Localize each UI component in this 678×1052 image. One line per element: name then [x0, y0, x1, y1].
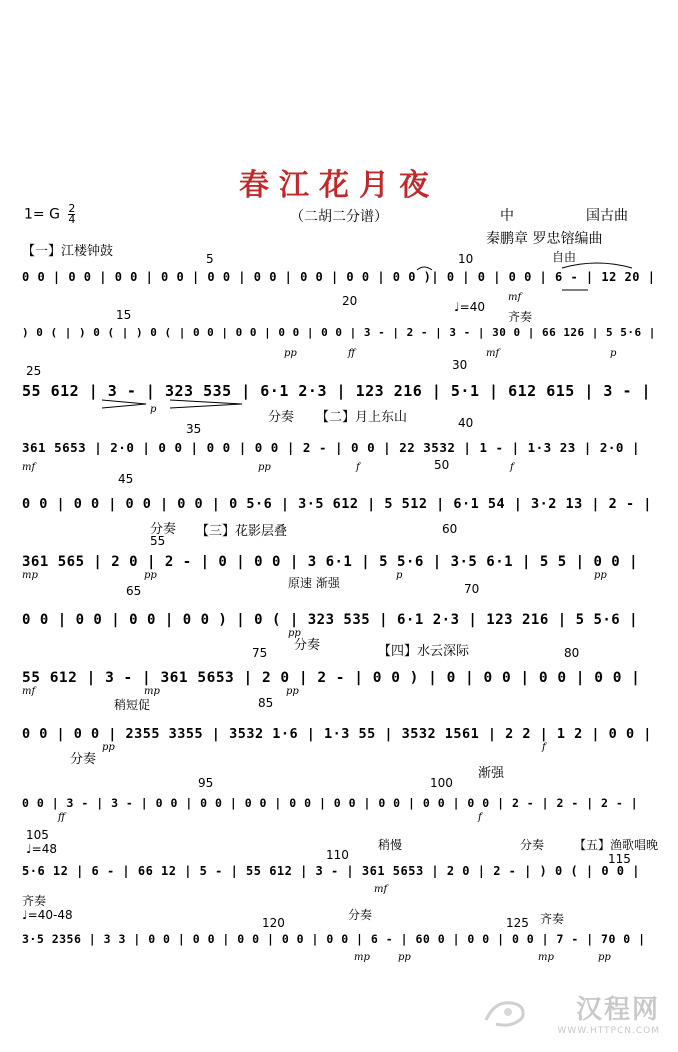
dynamic-mark: mp [22, 570, 38, 581]
watermark [557, 989, 660, 1036]
dynamic-mark: pp [102, 742, 115, 753]
page-subtitle: （二胡二分谱） [290, 209, 388, 225]
measure-number: 25 [26, 364, 42, 378]
annotation-fenzou-2: 分奏 [150, 522, 177, 537]
dynamic-mark: mp [538, 952, 554, 963]
score-line: 361 565 | 2 0 | 2 - | 0 | 0 0 | 3 6·1 | 5 5·6 | 3·5 6·1 | 5 5 | 0 0 | [22, 554, 639, 570]
score-line: 0 0 | 0 0 | 0 0 | 0 0 | 0 0 | 0 0 | 0 0 | 0 0 | 0 0 )| 0 | 0 | 0 0 | 6 - | 12 20 | [22, 270, 656, 284]
measure-number: 110 [326, 848, 349, 862]
score-line: 55 612 | 3 - | 323 535 | 6·1 2·3 | 123 216 | 5·1 | 612 615 | 3 - | [22, 382, 652, 400]
dynamic-mark: pp [594, 570, 607, 581]
dynamic-mark: pp [398, 952, 411, 963]
dynamic-mark: mf [508, 292, 522, 303]
dynamic-mark: p [396, 570, 403, 581]
dynamic-mark: p [150, 404, 157, 415]
watermark-logo-icon [482, 994, 528, 1030]
measure-number: 55 [150, 534, 166, 548]
score-row-9 [22, 696, 658, 772]
dynamic-mark: f [356, 462, 360, 473]
dynamic-mark: ff [348, 348, 356, 359]
measure-number: 95 [198, 776, 214, 790]
annotation-qizou-3: 齐奏 [540, 912, 565, 926]
annotation-qizou-1: 齐奏 [508, 310, 533, 324]
annotation-shaoman: 稍慢 [378, 838, 403, 852]
measure-number: 45 [118, 472, 134, 486]
score-line: 0 0 | 3 - | 3 - | 0 0 | 0 0 | 0 0 | 0 0 | 0 0 | 0 0 | 0 0 | 0 0 | 2 - | 2 - | 2 - | [22, 796, 639, 810]
measure-number: 75 [252, 646, 268, 660]
slur-marks [22, 256, 658, 316]
section-3-label: 【三】花影层叠 [196, 524, 288, 539]
dynamic-mark: pp [258, 462, 271, 473]
section-4-label: 【四】水云深际 [378, 644, 470, 659]
dynamic-mark: f [510, 462, 514, 473]
dynamic-mark: mf [22, 686, 36, 697]
measure-number: 100 [430, 776, 453, 790]
dynamic-mark: pp [144, 570, 157, 581]
measure-number: 105 [26, 828, 49, 842]
measure-number: 35 [186, 422, 202, 436]
composer-origin-a: 中 [500, 208, 514, 224]
measure-number: 120 [262, 916, 285, 930]
measure-number: 30 [452, 358, 468, 372]
dynamic-mark: pp [598, 952, 611, 963]
composer-origin-b: 国古曲 [586, 208, 628, 224]
measure-number: 20 [342, 294, 358, 308]
watermark-url: WWW.HTTPCN.COM [557, 1026, 660, 1036]
section-1-label: 【一】江楼钟鼓 [22, 244, 114, 259]
watermark-text: 汉程网 [575, 995, 660, 1025]
annotation-ziyou: 自由 [552, 250, 577, 264]
annotation-jianqiang: 渐强 [478, 766, 505, 781]
key-label: 1= G [24, 206, 60, 223]
score-line: 3·5 2356 | 3 3 | 0 0 | 0 0 | 0 0 | 0 0 | 0 0 | 6 - | 60 0 | 0 0 | 0 0 | 7 - | 70 0 | [22, 932, 646, 946]
dynamic-mark: mp [354, 952, 370, 963]
measure-number: 85 [258, 696, 274, 710]
annotation-fenzou-5: 分奏 [520, 838, 545, 852]
measure-number: 15 [116, 308, 132, 322]
time-top: 2 [68, 202, 76, 215]
score-row-11 [22, 828, 659, 900]
measure-number: 10 [458, 252, 474, 266]
score-line: 55 612 | 3 - | 361 5653 | 2 0 | 2 - | 0 0 ) | 0 | 0 0 | 0 0 | 0 0 | [22, 670, 641, 686]
dynamic-mark: pp [284, 348, 297, 359]
dynamic-mark: f [478, 812, 482, 823]
score-row-2 [22, 294, 658, 372]
dynamic-mark: ff [58, 812, 66, 823]
section-2-label: 【二】月上东山 [316, 410, 408, 425]
measure-number: 125 [506, 916, 529, 930]
measure-number: 5 [206, 252, 214, 266]
score-line: 0 0 | 0 0 | 0 0 | 0 0 | 0 5·6 | 3·5 612 | 5 512 | 6·1 54 | 3·2 13 | 2 - | [22, 496, 652, 512]
score-row-12 [22, 894, 658, 963]
arrangers: 秦鹏章 罗忠镕编曲 [486, 231, 603, 247]
annotation-tempo4048: ♩=40-48 [22, 908, 73, 922]
score-line: 0 0 | 0 0 | 0 0 | 0 0 ) | 0 ( | 323 535 | 6·1 2·3 | 123 216 | 5 5·6 | [22, 612, 639, 628]
key-signature [24, 204, 75, 225]
dynamic-mark: mf [374, 884, 388, 895]
annotation-fenzou-4: 分奏 [70, 752, 97, 767]
annotation-fenzou-1: 分奏 [268, 410, 295, 425]
dynamic-mark: f [542, 742, 546, 753]
measure-number: 40 [458, 416, 474, 430]
dynamic-mark: p [610, 348, 617, 359]
time-bottom: 4 [68, 213, 76, 226]
section-5-label: 【五】渔歌唱晚 [574, 838, 659, 852]
annotation-fenzou-3: 分奏 [294, 638, 321, 653]
score-row-10 [22, 776, 658, 842]
annotation-shaoduancu: 稍短促 [114, 698, 151, 712]
measure-number: 80 [564, 646, 580, 660]
annotation-fenzou-6: 分奏 [348, 908, 373, 922]
measure-number: 70 [464, 582, 480, 596]
score-line: 361 5653 | 2·0 | 0 0 | 0 0 | 0 0 | 2 - | 0 0 | 22 3532 | 1 - | 1·3 23 | 2·0 | [22, 440, 640, 455]
measure-number: 60 [442, 522, 458, 536]
score-line: 0 0 | 0 0 | 2355 3355 | 3532 1·6 | 1·3 55 | 3532 1561 | 2 2 | 1 2 | 0 0 | [22, 726, 652, 742]
measure-number: 65 [126, 584, 142, 598]
annotation-qizou-2: 齐奏 [22, 894, 47, 908]
annotation-yuansu: 原速 渐强 [288, 576, 340, 590]
dynamic-mark: pp [286, 686, 299, 697]
page-title: 春江花月夜 [239, 168, 439, 203]
annotation-tempo40: ♩=40 [454, 300, 485, 314]
dynamic-mark: mp [144, 686, 160, 697]
dynamic-mark: pp [288, 628, 301, 639]
score-line: ) 0 ( | ) 0 ( | ) 0 ( | 0 0 | 0 0 | 0 0 | 0 0 | 3 - | 2 - | 3 - | 30 0 | 66 126 | 5 5·6 | [22, 326, 656, 339]
score-line: 5·6 12 | 6 - | 66 12 | 5 - | 55 612 | 3 - | 361 5653 | 2 0 | 2 - | ) 0 ( | 0 0 | [22, 864, 640, 878]
time-signature [68, 204, 75, 225]
measure-number: 115 [608, 852, 631, 866]
dynamic-mark: mf [486, 348, 500, 359]
dynamic-mark: mf [22, 462, 36, 473]
measure-number: 50 [434, 458, 450, 472]
annotation-tempo48: ♩=48 [26, 842, 57, 856]
